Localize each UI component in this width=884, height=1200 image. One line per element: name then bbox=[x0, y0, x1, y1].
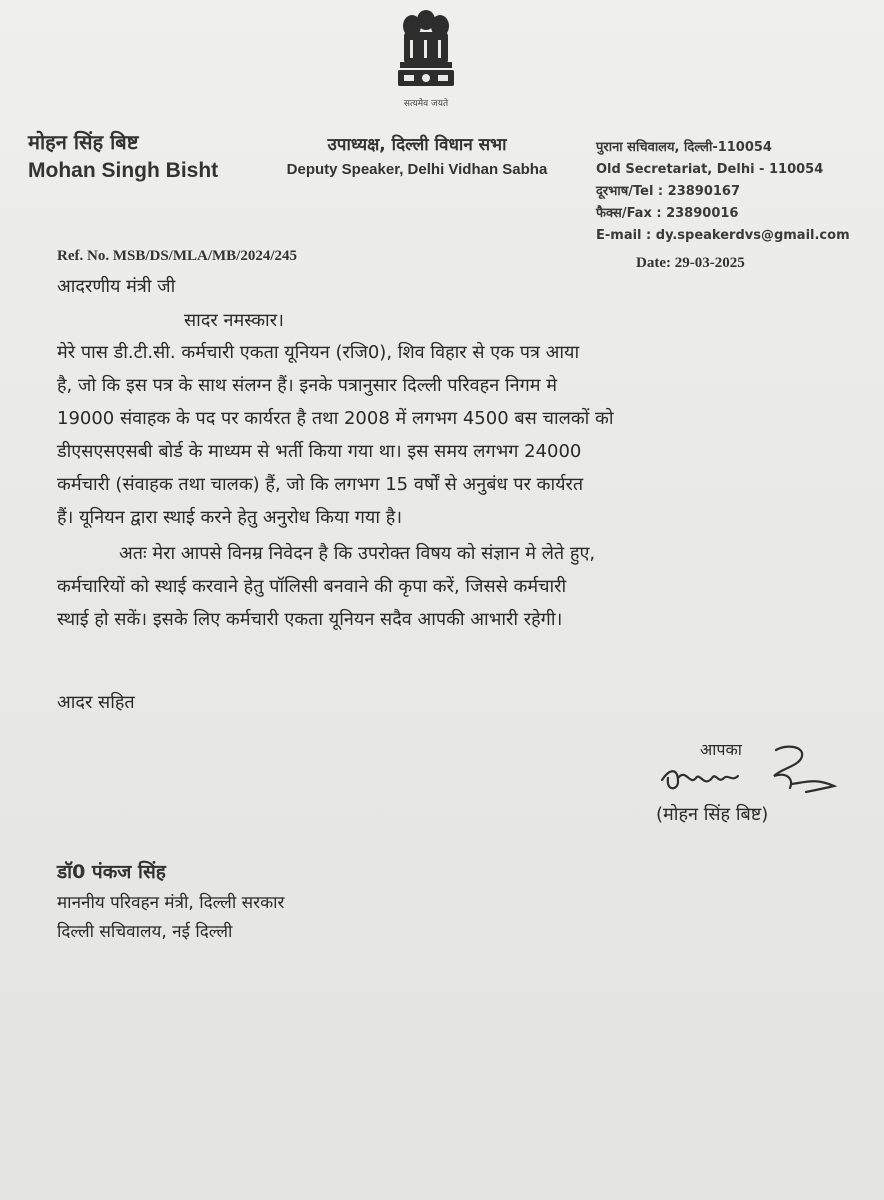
designation-hindi: उपाध्यक्ष, दिल्ली विधान सभा bbox=[327, 135, 507, 155]
sender-name-hindi: मोहन सिंह बिष्ट bbox=[28, 130, 139, 154]
email: E-mail : dy.speakerdvs@gmail.com bbox=[596, 228, 850, 243]
address-hindi: पुराना सचिवालय, दिल्ली-110054 bbox=[596, 140, 772, 155]
recipient-block bbox=[57, 858, 284, 942]
reference-number: Ref. No. MSB/DS/MLA/MB/2024/245 bbox=[57, 248, 297, 264]
paragraph-line: हैं। यूनियन द्वारा स्थाई करने हेतु अनुरोध किया गया है। bbox=[57, 507, 403, 528]
address-english: Old Secretariat, Delhi - 110054 bbox=[596, 162, 824, 177]
paragraph-line: 19000 संवाहक के पद पर कार्यरत है तथा 2008 में लगभग 4500 बस चालकों को bbox=[57, 408, 614, 429]
paragraph-1 bbox=[57, 336, 773, 534]
sender-name-block bbox=[28, 128, 218, 183]
paragraph-line: है, जो कि इस पत्र के साथ संलग्न हैं। इनके पत्रानुसार दिल्ली परिवहन निगम मे bbox=[57, 375, 557, 396]
paragraph-line: मेरे पास डी.टी.सी. कर्मचारी एकता यूनियन (रजि0), शिव विहार से एक पत्र आया bbox=[57, 342, 580, 363]
paragraph-2 bbox=[57, 537, 773, 636]
fax: फैक्स/Fax : 23890016 bbox=[596, 206, 739, 221]
greeting: सादर नमस्कार। bbox=[184, 310, 284, 331]
signature-block bbox=[620, 738, 840, 838]
sender-name-english: Mohan Singh Bisht bbox=[28, 159, 219, 182]
recipient-title: माननीय परिवहन मंत्री, दिल्ली सरकार bbox=[57, 893, 285, 913]
paragraph-line: कर्मचारी (संवाहक तथा चालक) हैं, जो कि लगभग 15 वर्षों से अनुबंध पर कार्यरत bbox=[57, 474, 584, 495]
paragraph-line: अतः मेरा आपसे विनम्र निवेदन है कि उपरोक्त विषय को संज्ञान मे लेते हुए, bbox=[119, 543, 596, 564]
handwritten-signature bbox=[656, 738, 866, 808]
emblem-motto: सत्यमेव जयते bbox=[403, 99, 449, 109]
letter-date: Date: 29-03-2025 bbox=[636, 255, 745, 271]
paragraph-line: कर्मचारियों को स्थाई करवाने हेतु पॉलिसी बनवाने की कृपा करें, जिससे कर्मचारी bbox=[57, 576, 567, 597]
yours-text: आपका bbox=[700, 740, 742, 759]
designation-english: Deputy Speaker, Delhi Vidhan Sabha bbox=[286, 161, 548, 178]
telephone: दूरभाष/Tel : 23890167 bbox=[596, 184, 741, 199]
state-emblem-icon bbox=[388, 4, 464, 108]
closing: आदर सहित bbox=[57, 692, 135, 713]
sender-designation-block bbox=[272, 132, 562, 178]
paragraph-line: डीएसएसएसबी बोर्ड के माध्यम से भर्ती किया गया था। इस समय लगभग 24000 bbox=[57, 441, 582, 462]
signatory-name: (मोहन सिंह बिष्ट) bbox=[656, 804, 769, 825]
paragraph-line: स्थाई हो सकें। इसके लिए कर्मचारी एकता यूनियन सदैव आपकी आभारी रहेगी। bbox=[57, 609, 563, 630]
recipient-name: डॉ0 पंकज सिंह bbox=[57, 861, 166, 883]
sender-contact-block bbox=[596, 137, 850, 247]
salutation: आदरणीय मंत्री जी bbox=[57, 276, 176, 297]
recipient-address: दिल्ली सचिवालय, नई दिल्ली bbox=[57, 922, 233, 942]
emblem-graphic bbox=[388, 4, 464, 94]
